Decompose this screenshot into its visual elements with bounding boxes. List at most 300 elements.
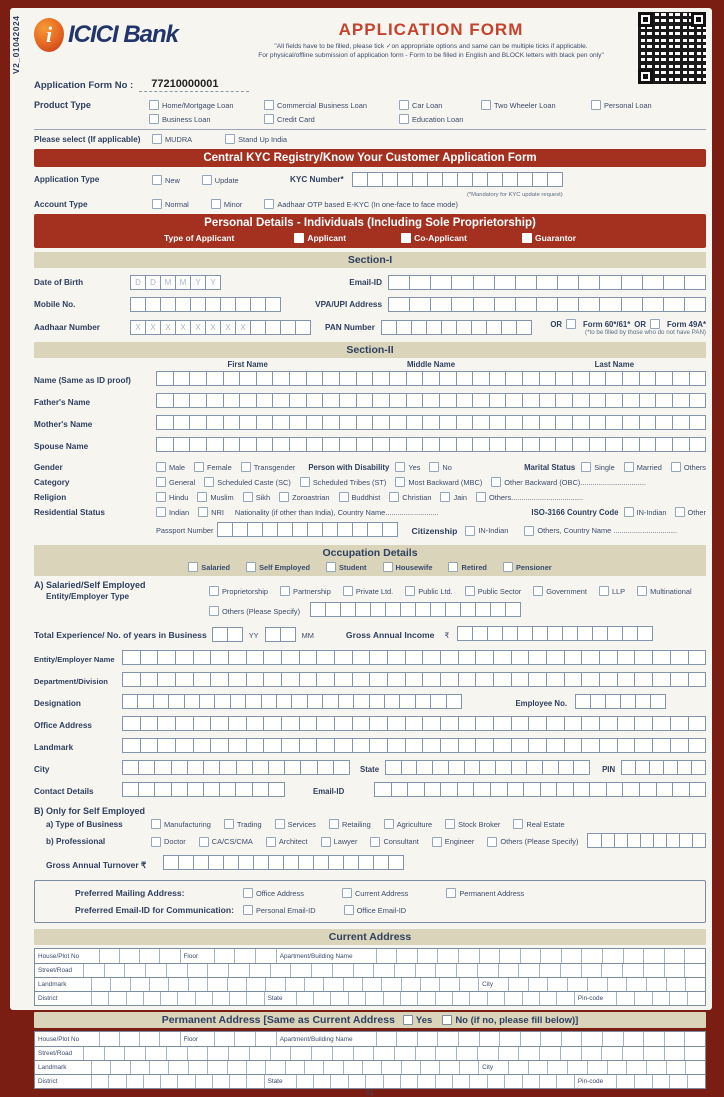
char-box[interactable] xyxy=(539,1047,560,1060)
char-box[interactable] xyxy=(119,1032,139,1046)
char-box[interactable] xyxy=(546,672,565,687)
char-box[interactable] xyxy=(300,760,317,775)
char-box[interactable] xyxy=(166,1047,187,1060)
char-box[interactable] xyxy=(406,393,424,408)
char-box[interactable] xyxy=(373,1047,394,1060)
char-box[interactable] xyxy=(430,602,446,617)
jain-checkbox[interactable] xyxy=(440,492,450,502)
char-box[interactable] xyxy=(178,855,194,870)
char-box[interactable] xyxy=(122,738,141,753)
char-box[interactable] xyxy=(556,992,573,1005)
entity-name-input[interactable] xyxy=(122,650,706,668)
char-box[interactable] xyxy=(277,522,293,537)
employee-no-input[interactable] xyxy=(575,694,666,712)
char-box[interactable] xyxy=(672,393,690,408)
char-box[interactable] xyxy=(405,716,424,731)
char-box[interactable] xyxy=(646,1061,666,1074)
char-box[interactable] xyxy=(522,1075,539,1088)
char-box[interactable] xyxy=(539,371,557,386)
char-box[interactable] xyxy=(212,627,228,642)
char-box[interactable] xyxy=(562,626,578,641)
char-box[interactable] xyxy=(507,782,525,797)
char-box[interactable] xyxy=(511,716,530,731)
char-box[interactable] xyxy=(265,627,281,642)
char-box[interactable] xyxy=(555,415,573,430)
char-box[interactable] xyxy=(156,393,174,408)
char-box[interactable] xyxy=(365,1075,382,1088)
char-box[interactable] xyxy=(235,297,251,312)
personal-email-id-checkbox[interactable] xyxy=(243,905,253,915)
city-input[interactable] xyxy=(508,978,705,991)
char-box[interactable] xyxy=(246,1075,263,1088)
char-box[interactable] xyxy=(388,275,410,290)
char-box[interactable] xyxy=(334,672,353,687)
char-box[interactable] xyxy=(126,1075,143,1088)
char-box[interactable] xyxy=(295,320,311,335)
char-box[interactable] xyxy=(440,650,459,665)
char-box[interactable] xyxy=(156,415,174,430)
char-box[interactable] xyxy=(396,320,412,335)
char-box[interactable] xyxy=(124,1047,145,1060)
char-box[interactable] xyxy=(516,320,532,335)
char-box[interactable] xyxy=(473,782,491,797)
char-box[interactable] xyxy=(456,437,474,452)
char-box[interactable] xyxy=(587,1061,607,1074)
most-backward-mbc-checkbox[interactable] xyxy=(395,477,405,487)
char-box[interactable] xyxy=(589,393,607,408)
char-box[interactable] xyxy=(249,1047,270,1060)
char-box[interactable] xyxy=(599,275,621,290)
char-box[interactable] xyxy=(442,172,458,187)
char-box[interactable] xyxy=(230,694,246,709)
char-box[interactable] xyxy=(464,760,481,775)
char-box[interactable] xyxy=(307,694,323,709)
char-box[interactable] xyxy=(415,602,431,617)
char-box[interactable] xyxy=(412,172,428,187)
street-input[interactable] xyxy=(83,1047,705,1060)
char-box[interactable] xyxy=(166,964,187,977)
char-box[interactable] xyxy=(206,437,224,452)
char-box[interactable] xyxy=(589,415,607,430)
char-box[interactable] xyxy=(652,738,671,753)
char-box[interactable] xyxy=(263,672,282,687)
char-box[interactable] xyxy=(499,1032,520,1046)
char-box[interactable] xyxy=(199,694,215,709)
char-box[interactable] xyxy=(572,437,590,452)
char-box[interactable] xyxy=(567,1061,587,1074)
others-please-specify-checkbox[interactable] xyxy=(209,606,219,616)
commercial-business-loan-checkbox[interactable] xyxy=(264,100,274,110)
email-input[interactable] xyxy=(388,275,706,290)
char-box[interactable] xyxy=(605,393,623,408)
char-box[interactable] xyxy=(493,716,512,731)
char-box[interactable] xyxy=(370,602,386,617)
char-box[interactable] xyxy=(355,602,371,617)
char-box[interactable] xyxy=(110,978,129,991)
char-box[interactable] xyxy=(634,738,653,753)
char-box[interactable] xyxy=(234,1032,255,1046)
char-box[interactable] xyxy=(228,672,247,687)
char-box[interactable] xyxy=(250,320,266,335)
char-box[interactable] xyxy=(540,949,561,963)
char-box[interactable] xyxy=(623,1032,644,1046)
char-box[interactable] xyxy=(639,371,657,386)
char-box[interactable] xyxy=(435,992,452,1005)
char-box[interactable] xyxy=(310,602,326,617)
char-box[interactable] xyxy=(578,297,600,312)
char-box[interactable] xyxy=(207,1061,226,1074)
female-checkbox[interactable] xyxy=(194,462,204,472)
char-box[interactable] xyxy=(684,1047,705,1060)
char-box[interactable] xyxy=(502,626,518,641)
char-box[interactable] xyxy=(381,1061,400,1074)
char-box[interactable] xyxy=(228,716,247,731)
char-box[interactable] xyxy=(599,672,618,687)
char-box[interactable] xyxy=(401,760,418,775)
char-box[interactable] xyxy=(546,650,565,665)
char-box[interactable] xyxy=(389,437,407,452)
char-box[interactable] xyxy=(605,694,621,709)
char-box[interactable] xyxy=(281,738,300,753)
char-box[interactable] xyxy=(334,716,353,731)
char-box[interactable] xyxy=(290,1047,311,1060)
char-box[interactable] xyxy=(445,602,461,617)
char-box[interactable] xyxy=(439,1061,458,1074)
married-checkbox[interactable] xyxy=(624,462,634,472)
char-box[interactable] xyxy=(440,672,459,687)
char-box[interactable] xyxy=(446,694,462,709)
char-box[interactable] xyxy=(168,694,184,709)
char-box[interactable] xyxy=(139,1032,159,1046)
char-box[interactable] xyxy=(313,1075,330,1088)
char-box[interactable]: M xyxy=(160,275,176,290)
contact-input[interactable] xyxy=(122,782,285,800)
proprietorship-checkbox[interactable] xyxy=(209,586,219,596)
char-box[interactable] xyxy=(555,371,573,386)
general-checkbox[interactable] xyxy=(156,477,166,487)
char-box[interactable] xyxy=(684,1032,705,1046)
char-box[interactable] xyxy=(228,964,249,977)
char-box[interactable] xyxy=(439,437,457,452)
char-box[interactable] xyxy=(475,650,494,665)
char-box[interactable] xyxy=(432,760,449,775)
char-box[interactable] xyxy=(475,738,494,753)
char-box[interactable] xyxy=(249,964,270,977)
char-box[interactable] xyxy=(587,833,601,848)
salaried-checkbox[interactable] xyxy=(188,562,198,572)
char-box[interactable] xyxy=(289,437,307,452)
char-box[interactable] xyxy=(405,738,424,753)
char-box[interactable] xyxy=(522,415,540,430)
char-box[interactable] xyxy=(457,172,473,187)
char-box[interactable] xyxy=(175,738,194,753)
char-box[interactable] xyxy=(387,716,406,731)
char-box[interactable] xyxy=(387,672,406,687)
char-box[interactable] xyxy=(325,602,341,617)
char-box[interactable] xyxy=(373,855,389,870)
ca-cs-cma-checkbox[interactable] xyxy=(199,837,209,847)
char-box[interactable] xyxy=(391,782,409,797)
char-box[interactable] xyxy=(261,694,277,709)
char-box[interactable] xyxy=(175,716,194,731)
no-checkbox[interactable] xyxy=(429,462,439,472)
char-box[interactable] xyxy=(666,1061,686,1074)
char-box[interactable] xyxy=(400,1075,417,1088)
char-box[interactable] xyxy=(397,172,413,187)
char-box[interactable] xyxy=(256,371,274,386)
char-box[interactable] xyxy=(607,978,627,991)
city-input[interactable] xyxy=(508,1061,705,1074)
char-box[interactable] xyxy=(289,415,307,430)
designation-input[interactable] xyxy=(122,694,462,712)
char-box[interactable] xyxy=(175,672,194,687)
char-box[interactable] xyxy=(653,833,667,848)
char-box[interactable] xyxy=(323,978,342,991)
char-box[interactable] xyxy=(272,437,290,452)
char-box[interactable] xyxy=(91,992,108,1005)
char-box[interactable] xyxy=(91,1061,110,1074)
char-box[interactable] xyxy=(223,855,239,870)
trading-checkbox[interactable] xyxy=(224,819,234,829)
char-box[interactable] xyxy=(263,738,282,753)
char-box[interactable] xyxy=(265,320,281,335)
char-box[interactable] xyxy=(356,371,374,386)
state-input[interactable] xyxy=(296,1075,574,1088)
char-box[interactable] xyxy=(385,760,402,775)
char-box[interactable] xyxy=(663,760,678,775)
form49-checkbox[interactable] xyxy=(650,319,660,329)
char-box[interactable] xyxy=(306,393,324,408)
char-box[interactable] xyxy=(389,415,407,430)
state-input[interactable] xyxy=(296,992,574,1005)
char-box[interactable] xyxy=(460,602,476,617)
char-box[interactable] xyxy=(307,522,323,537)
entity-others-input[interactable] xyxy=(310,602,521,620)
char-box[interactable] xyxy=(605,437,623,452)
char-box[interactable] xyxy=(640,833,654,848)
char-box[interactable] xyxy=(388,297,410,312)
char-box[interactable] xyxy=(561,1032,582,1046)
char-box[interactable] xyxy=(227,1061,246,1074)
char-box[interactable] xyxy=(130,1061,149,1074)
char-box[interactable] xyxy=(435,1047,456,1060)
char-box[interactable] xyxy=(212,992,229,1005)
char-box[interactable] xyxy=(316,738,335,753)
char-box[interactable] xyxy=(250,297,266,312)
char-box[interactable] xyxy=(581,949,602,963)
char-box[interactable] xyxy=(622,964,643,977)
char-box[interactable] xyxy=(388,855,404,870)
char-box[interactable] xyxy=(684,949,705,963)
char-box[interactable] xyxy=(422,393,440,408)
male-checkbox[interactable] xyxy=(156,462,166,472)
char-box[interactable] xyxy=(119,949,139,963)
two-wheeler-loan-checkbox[interactable] xyxy=(481,100,491,110)
char-box[interactable] xyxy=(385,602,401,617)
char-box[interactable] xyxy=(601,1047,622,1060)
char-box[interactable] xyxy=(669,1075,687,1088)
char-box[interactable] xyxy=(581,672,600,687)
char-box[interactable] xyxy=(376,949,397,963)
architect-checkbox[interactable] xyxy=(266,837,276,847)
char-box[interactable] xyxy=(679,833,693,848)
others-checkbox[interactable] xyxy=(671,462,681,472)
char-box[interactable]: D xyxy=(130,275,146,290)
char-box[interactable] xyxy=(156,371,174,386)
doctor-checkbox[interactable] xyxy=(151,837,161,847)
char-box[interactable] xyxy=(415,964,436,977)
char-box[interactable] xyxy=(322,694,338,709)
char-box[interactable] xyxy=(343,855,359,870)
char-box[interactable]: X xyxy=(175,320,191,335)
turnover-input[interactable] xyxy=(163,855,404,874)
char-box[interactable] xyxy=(643,949,664,963)
landmark-input[interactable] xyxy=(91,978,478,991)
char-box[interactable] xyxy=(369,738,388,753)
char-box[interactable] xyxy=(572,415,590,430)
char-box[interactable] xyxy=(383,1075,400,1088)
char-box[interactable] xyxy=(452,1075,469,1088)
char-box[interactable] xyxy=(400,992,417,1005)
char-box[interactable] xyxy=(311,1047,332,1060)
zoroastrian-checkbox[interactable] xyxy=(279,492,289,502)
char-box[interactable] xyxy=(599,297,621,312)
char-box[interactable] xyxy=(489,437,507,452)
char-box[interactable] xyxy=(605,371,623,386)
office-address-checkbox[interactable] xyxy=(243,888,253,898)
char-box[interactable] xyxy=(581,1032,602,1046)
char-box[interactable] xyxy=(456,320,472,335)
char-box[interactable] xyxy=(458,738,477,753)
char-box[interactable] xyxy=(528,1061,548,1074)
char-box[interactable] xyxy=(508,978,528,991)
char-box[interactable] xyxy=(343,1061,362,1074)
char-box[interactable] xyxy=(691,760,706,775)
char-box[interactable] xyxy=(306,415,324,430)
char-box[interactable] xyxy=(256,437,274,452)
update-checkbox[interactable] xyxy=(202,175,212,185)
char-box[interactable] xyxy=(339,415,357,430)
char-box[interactable] xyxy=(187,782,204,797)
char-box[interactable] xyxy=(547,626,563,641)
char-box[interactable] xyxy=(508,1061,528,1074)
christian-checkbox[interactable] xyxy=(389,492,399,502)
char-box[interactable] xyxy=(214,694,230,709)
char-box[interactable] xyxy=(154,782,171,797)
char-box[interactable] xyxy=(532,172,548,187)
char-box[interactable] xyxy=(499,949,520,963)
char-box[interactable] xyxy=(203,782,220,797)
char-box[interactable] xyxy=(229,1075,246,1088)
char-box[interactable] xyxy=(190,297,206,312)
char-box[interactable] xyxy=(417,949,438,963)
char-box[interactable] xyxy=(140,716,159,731)
char-box[interactable] xyxy=(245,694,261,709)
char-box[interactable] xyxy=(664,1032,685,1046)
char-box[interactable] xyxy=(522,992,539,1005)
char-box[interactable] xyxy=(589,371,607,386)
char-box[interactable] xyxy=(235,782,252,797)
char-box[interactable] xyxy=(270,964,291,977)
other-backward-obc-checkbox[interactable] xyxy=(491,477,501,487)
char-box[interactable] xyxy=(505,602,521,617)
char-box[interactable] xyxy=(137,694,153,709)
char-box[interactable] xyxy=(159,949,179,963)
char-box[interactable] xyxy=(372,371,390,386)
mudra-checkbox[interactable] xyxy=(152,134,162,144)
char-box[interactable] xyxy=(316,672,335,687)
char-box[interactable] xyxy=(426,320,442,335)
char-box[interactable] xyxy=(689,393,707,408)
llp-checkbox[interactable] xyxy=(599,586,609,596)
char-box[interactable] xyxy=(472,393,490,408)
single-checkbox[interactable] xyxy=(581,462,591,472)
char-box[interactable] xyxy=(256,393,274,408)
char-box[interactable] xyxy=(643,1047,664,1060)
char-box[interactable] xyxy=(195,992,212,1005)
char-box[interactable] xyxy=(270,1047,291,1060)
char-box[interactable] xyxy=(130,297,146,312)
char-box[interactable] xyxy=(606,782,624,797)
char-box[interactable] xyxy=(400,602,416,617)
car-loan-checkbox[interactable] xyxy=(399,100,409,110)
char-box[interactable] xyxy=(401,978,420,991)
char-box[interactable] xyxy=(581,650,600,665)
char-box[interactable] xyxy=(422,650,441,665)
char-box[interactable] xyxy=(387,650,406,665)
char-box[interactable]: X xyxy=(160,320,176,335)
char-box[interactable] xyxy=(187,964,208,977)
char-box[interactable] xyxy=(246,738,265,753)
pin-input[interactable] xyxy=(621,760,706,778)
char-box[interactable] xyxy=(281,672,300,687)
char-box[interactable] xyxy=(456,371,474,386)
stand-up-india-checkbox[interactable] xyxy=(225,134,235,144)
char-box[interactable] xyxy=(689,782,707,797)
char-box[interactable] xyxy=(689,415,707,430)
char-box[interactable] xyxy=(206,393,224,408)
char-box[interactable] xyxy=(670,650,689,665)
char-box[interactable] xyxy=(655,393,673,408)
contact-email-input[interactable] xyxy=(374,782,706,800)
scheduled-caste-sc-checkbox[interactable] xyxy=(204,477,214,487)
char-box[interactable] xyxy=(664,964,685,977)
char-box[interactable] xyxy=(539,1075,556,1088)
char-box[interactable] xyxy=(382,522,398,537)
char-box[interactable] xyxy=(472,415,490,430)
char-box[interactable] xyxy=(189,437,207,452)
char-box[interactable] xyxy=(145,1047,166,1060)
char-box[interactable] xyxy=(306,371,324,386)
char-box[interactable] xyxy=(263,650,282,665)
char-box[interactable] xyxy=(415,694,431,709)
char-box[interactable] xyxy=(639,782,657,797)
char-box[interactable] xyxy=(153,694,169,709)
char-box[interactable] xyxy=(157,716,176,731)
char-box[interactable] xyxy=(372,393,390,408)
char-box[interactable] xyxy=(581,964,602,977)
char-box[interactable] xyxy=(652,992,670,1005)
government-checkbox[interactable] xyxy=(533,586,543,596)
services-checkbox[interactable] xyxy=(275,819,285,829)
name-input[interactable] xyxy=(156,371,706,390)
char-box[interactable] xyxy=(352,716,371,731)
char-box[interactable] xyxy=(343,978,362,991)
char-box[interactable] xyxy=(601,964,622,977)
char-box[interactable] xyxy=(459,978,478,991)
char-box[interactable] xyxy=(246,1061,265,1074)
char-box[interactable] xyxy=(617,738,636,753)
